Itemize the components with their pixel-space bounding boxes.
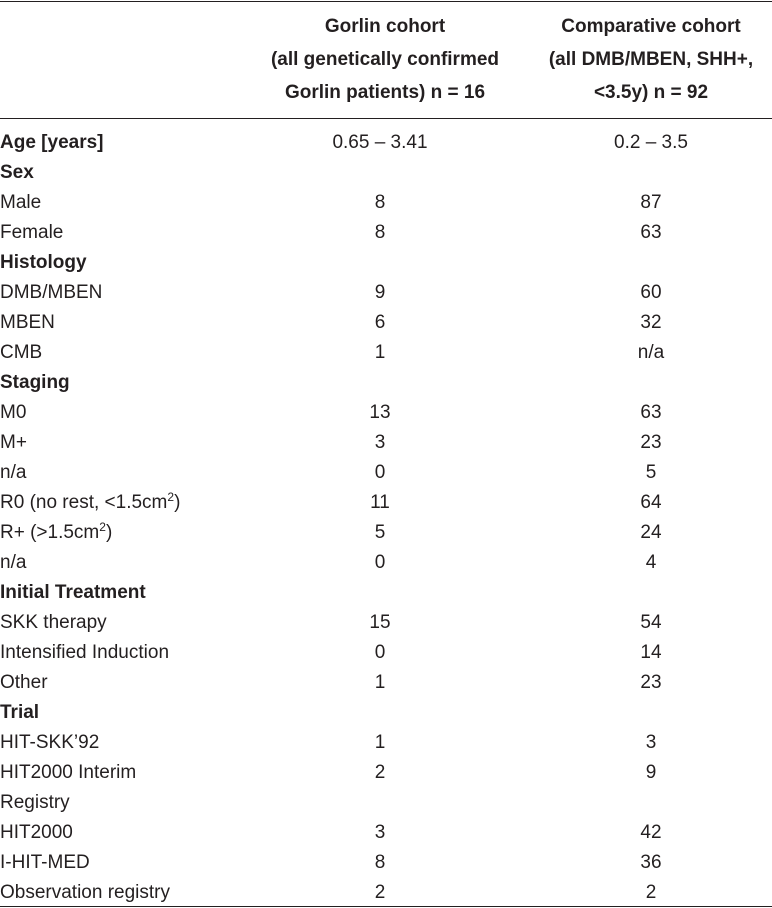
row-label: M+ xyxy=(0,432,27,453)
comparative-cohort-value: 64 xyxy=(640,492,662,513)
table-row xyxy=(0,398,772,428)
row-label: HIT2000 xyxy=(0,822,73,843)
table-row xyxy=(0,788,772,818)
table-row xyxy=(0,548,772,578)
gorlin-cohort-value: 8 xyxy=(374,192,386,213)
row-label: MBEN xyxy=(0,312,55,333)
row-label: Observation registry xyxy=(0,882,171,903)
table-body xyxy=(0,128,772,908)
gorlin-cohort-value: 1 xyxy=(374,732,386,753)
row-label: Intensified Induction xyxy=(0,642,170,663)
header-comparative-line-2: (all DMB/MBEN, SHH+, xyxy=(548,49,754,70)
table-row xyxy=(0,518,772,548)
row-label: Trial xyxy=(0,702,40,723)
comparative-cohort-value: 2 xyxy=(645,882,657,903)
comparative-cohort-value: 5 xyxy=(645,462,657,483)
gorlin-cohort-value: 13 xyxy=(369,402,391,423)
section-header-row xyxy=(0,578,772,608)
gorlin-cohort-value: 0 xyxy=(374,552,386,573)
comparative-cohort-value: 14 xyxy=(640,642,662,663)
row-label: n/a xyxy=(0,462,27,483)
gorlin-cohort-value: 5 xyxy=(374,522,386,543)
gorlin-cohort-value: 11 xyxy=(370,492,390,513)
row-label: n/a xyxy=(0,552,27,573)
gorlin-cohort-value: 0.65 – 3.41 xyxy=(332,132,428,153)
table-row xyxy=(0,218,772,248)
gorlin-cohort-value: 2 xyxy=(374,762,386,783)
comparative-cohort-value: 63 xyxy=(640,402,662,423)
header-comparative-line-3: <3.5y) n = 92 xyxy=(593,82,709,103)
table-row xyxy=(0,608,772,638)
section-header-row xyxy=(0,128,772,158)
comparative-cohort-value: 4 xyxy=(645,552,657,573)
row-label: Female xyxy=(0,222,64,243)
table-top-rule xyxy=(0,1,772,2)
row-label: SKK therapy xyxy=(0,612,107,633)
table-row xyxy=(0,818,772,848)
table-row xyxy=(0,458,772,488)
row-label: I-HIT-MED xyxy=(0,852,90,873)
row-label: Histology xyxy=(0,252,87,273)
table-header xyxy=(0,10,772,110)
row-label-superscript: 2 xyxy=(167,490,175,504)
table-row xyxy=(0,188,772,218)
comparative-cohort-value: 87 xyxy=(640,192,662,213)
row-label: CMB xyxy=(0,342,43,363)
comparative-cohort-value: 36 xyxy=(640,852,662,873)
row-label: Registry xyxy=(0,792,70,813)
comparative-cohort-value: 42 xyxy=(640,822,662,843)
section-header-row xyxy=(0,698,772,728)
header-gorlin-cohort xyxy=(250,10,520,109)
row-label: Staging xyxy=(0,372,70,393)
gorlin-cohort-value: 1 xyxy=(374,342,386,363)
comparative-cohort-value: 3 xyxy=(645,732,657,753)
row-label xyxy=(0,518,112,548)
table-row xyxy=(0,728,772,758)
comparative-cohort-value: 23 xyxy=(640,432,662,453)
table-row xyxy=(0,308,772,338)
row-label-tail: ) xyxy=(105,522,113,543)
gorlin-cohort-value: 3 xyxy=(374,432,386,453)
comparative-cohort-value: 54 xyxy=(640,612,662,633)
comparative-cohort-value: 60 xyxy=(640,282,662,303)
row-label: Sex xyxy=(0,162,34,183)
comparative-cohort-value: 0.2 – 3.5 xyxy=(614,132,688,153)
table-bottom-rule xyxy=(0,906,772,907)
section-header-row xyxy=(0,368,772,398)
gorlin-cohort-value: 6 xyxy=(374,312,386,333)
gorlin-cohort-value: 8 xyxy=(374,852,386,873)
gorlin-cohort-value: 2 xyxy=(374,882,386,903)
section-header-row xyxy=(0,158,772,188)
row-label: Age [years] xyxy=(0,132,104,153)
comparative-cohort-value: n/a xyxy=(637,342,665,363)
header-gorlin-line-1: Gorlin cohort xyxy=(324,16,446,37)
table-row xyxy=(0,488,772,518)
table-row xyxy=(0,638,772,668)
row-label: DMB/MBEN xyxy=(0,282,103,303)
row-label: HIT2000 Interim xyxy=(0,762,137,783)
section-header-row xyxy=(0,248,772,278)
gorlin-cohort-value: 1 xyxy=(374,672,386,693)
row-label-tail: ) xyxy=(174,492,181,513)
gorlin-cohort-value: 15 xyxy=(369,612,391,633)
row-label: Initial Treatment xyxy=(0,582,146,603)
table-row xyxy=(0,758,772,788)
row-label: Male xyxy=(0,192,42,213)
row-label: M0 xyxy=(0,402,27,423)
table-row xyxy=(0,338,772,368)
comparative-cohort-value: 9 xyxy=(645,762,657,783)
table-row xyxy=(0,278,772,308)
header-gorlin-line-3: Gorlin patients) n = 16 xyxy=(284,82,486,103)
gorlin-cohort-value: 8 xyxy=(374,222,386,243)
table-row xyxy=(0,668,772,698)
row-label-superscript: 2 xyxy=(99,520,106,534)
row-label: Other xyxy=(0,672,48,693)
table-row xyxy=(0,428,772,458)
table-row xyxy=(0,848,772,878)
row-label: HIT-SKK’92 xyxy=(0,732,100,753)
header-gorlin-line-2: (all genetically confirmed xyxy=(270,49,500,70)
comparative-cohort-value: 63 xyxy=(640,222,662,243)
header-comparative-cohort xyxy=(520,10,772,109)
row-label-text: R+ (>1.5cm xyxy=(0,522,100,543)
table-header-rule xyxy=(0,118,772,119)
table-row xyxy=(0,878,772,908)
gorlin-cohort-value: 0 xyxy=(374,462,386,483)
header-comparative-line-1: Comparative cohort xyxy=(561,16,741,37)
row-label xyxy=(0,488,180,518)
gorlin-cohort-value: 3 xyxy=(374,822,386,843)
comparative-cohort-value: 23 xyxy=(640,672,662,693)
row-label-text: R0 (no rest, <1.5cm xyxy=(0,492,168,513)
comparative-cohort-value: 32 xyxy=(640,312,662,333)
comparative-cohort-value: 24 xyxy=(640,522,662,543)
gorlin-cohort-value: 9 xyxy=(374,282,386,303)
gorlin-cohort-value: 0 xyxy=(374,642,386,663)
